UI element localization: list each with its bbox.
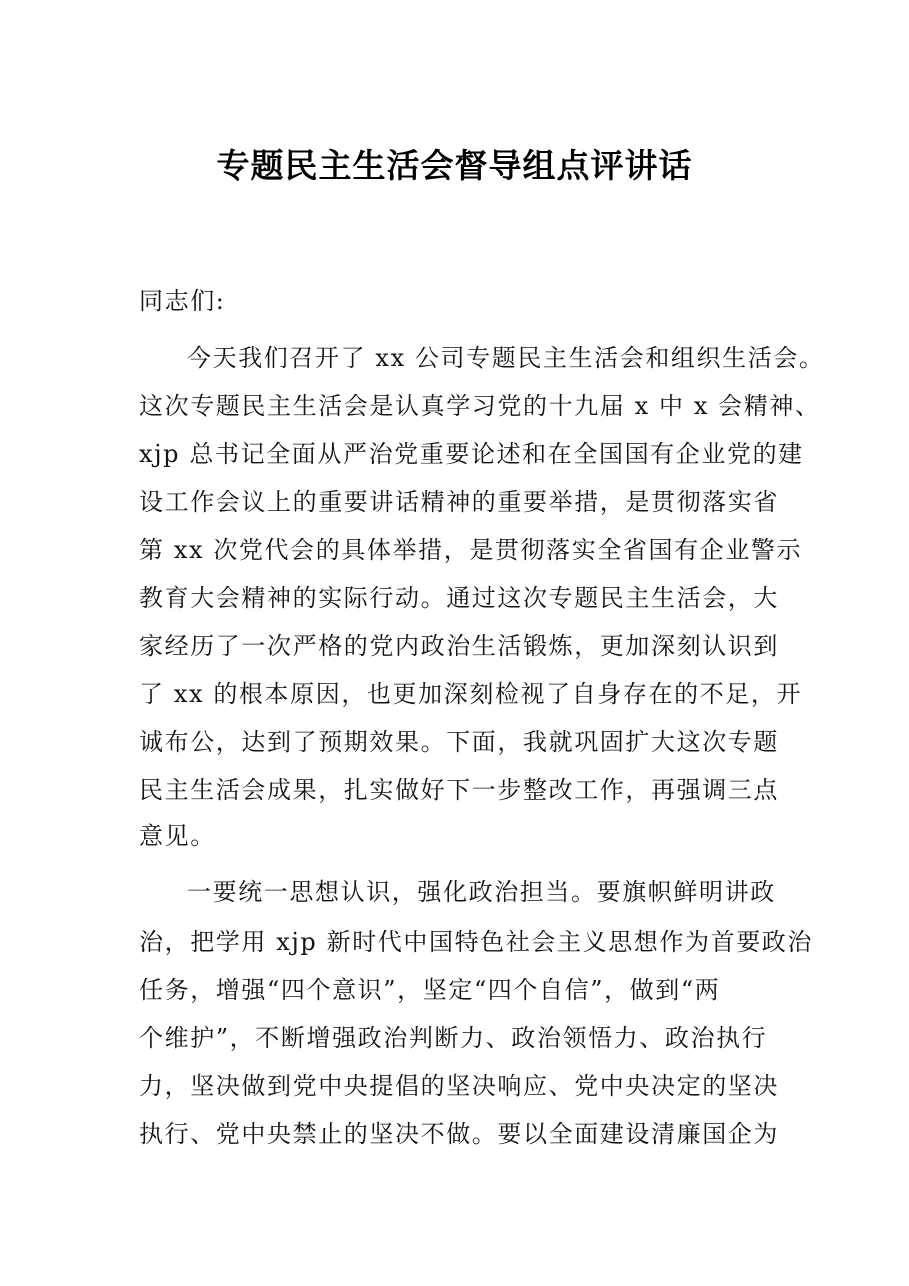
paragraph-line: 设工作会议上的重要讲话精神的重要举措，是贯彻落实省 bbox=[139, 488, 779, 516]
paragraph-line: 民主生活会成果，扎实做好下一步整改工作，再强调三点 bbox=[139, 776, 779, 804]
paragraph-line: 一要统一思想认识，强化政治担当。要旗帜鲜明讲政 bbox=[187, 878, 776, 906]
paragraph-line: 了 xx 的根本原因，也更加深刻检视了自身存在的不足，开 bbox=[139, 680, 803, 708]
paragraph-line: 家经历了一次严格的党内政治生活锻炼，更加深刻认识到 bbox=[139, 632, 779, 660]
paragraph-line: 力，坚决做到党中央提倡的坚决响应、党中央决定的坚决 bbox=[139, 1072, 779, 1100]
paragraph-line: 诚布公，达到了预期效果。下面，我就巩固扩大这次专题 bbox=[139, 728, 779, 756]
page-title: 专题民主生活会督导组点评讲话 bbox=[216, 146, 693, 185]
paragraph-line: 治，把学用 xjp 新时代中国特色社会主义思想作为首要政治 bbox=[139, 928, 813, 956]
paragraph-line: 今天我们召开了 xx 公司专题民主生活会和组织生活会。 bbox=[187, 344, 825, 372]
paragraph-line: 任务，增强“四个意识”，坚定“四个自信”，做到“两 bbox=[139, 976, 721, 1004]
paragraph-line: 这次专题民主生活会是认真学习党的十九届 x 中 x 会精神、 bbox=[139, 392, 821, 420]
paragraph-line: 意见。 bbox=[139, 822, 216, 850]
paragraph-line: 教育大会精神的实际行动。通过这次专题民主生活会，大 bbox=[139, 584, 779, 612]
salutation: 同志们: bbox=[139, 287, 226, 315]
paragraph-line: 执行、党中央禁止的坚决不做。要以全面建设清廉国企为 bbox=[139, 1120, 779, 1148]
paragraph-line: xjp 总书记全面从严治党重要论述和在全国国有企业党的建 bbox=[139, 440, 804, 468]
paragraph-line: 第 xx 次党代会的具体举措，是贯彻落实全省国有企业警示 bbox=[139, 536, 803, 564]
paragraph-line: 个维护”，不断增强政治判断力、政治领悟力、政治执行 bbox=[139, 1024, 768, 1052]
